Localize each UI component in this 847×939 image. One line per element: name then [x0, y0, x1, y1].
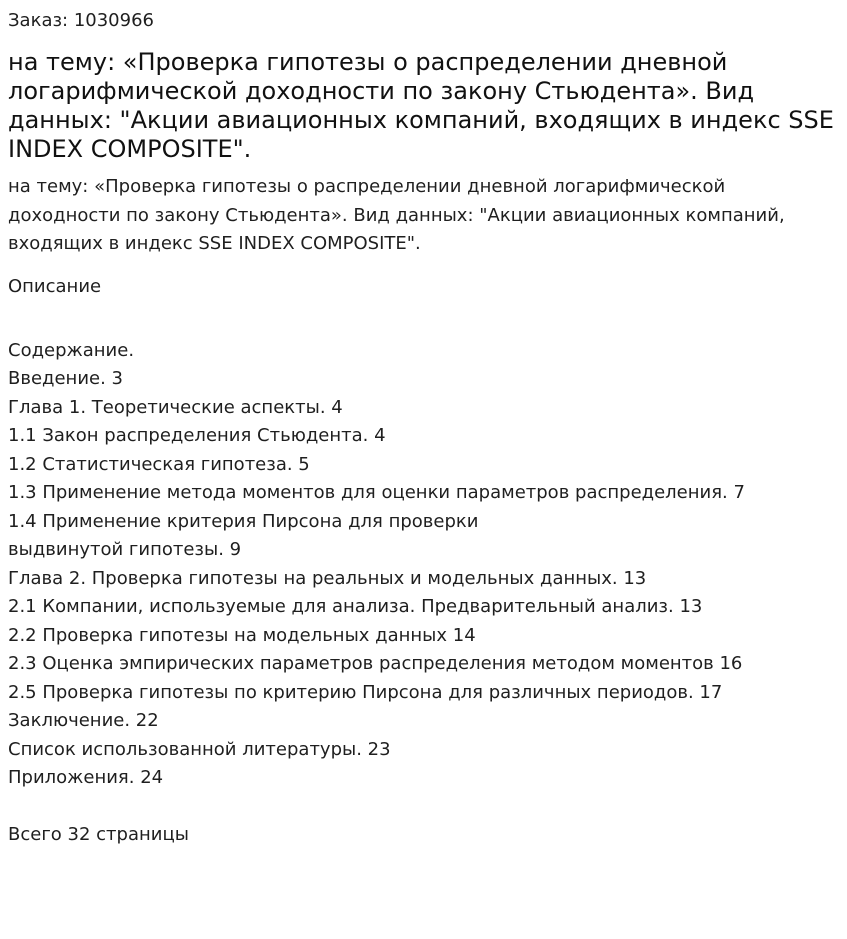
- toc-item-1-4-continued: выдвинутой гипотезы. 9: [8, 539, 242, 560]
- toc-item-conclusion: Заключение. 22: [8, 710, 159, 731]
- toc-item-references: Список использованной литературы. 23: [8, 738, 391, 760]
- table-of-contents: [8, 337, 839, 793]
- toc-item-2-1: 2.1 Компании, используемые для анализа. Предварительный анализ. 13: [8, 596, 703, 617]
- toc-item-1-3: 1.3 Применение метода моментов для оценки параметров распределения. 7: [8, 482, 745, 503]
- toc-item-1-4: 1.4 Применение критерия Пирсона для проверки: [8, 510, 479, 532]
- toc-item-chapter-2: Глава 2. Проверка гипотезы на реальных и модельных данных. 13: [8, 567, 647, 589]
- toc-item-2-2: 2.2 Проверка гипотезы на модельных данных 14: [8, 624, 476, 646]
- toc-item-introduction: Введение. 3: [8, 368, 123, 389]
- order-number: Заказ: 1030966: [8, 10, 154, 31]
- topic-subtitle: на тему: «Проверка гипотезы о распределении дневной логарифмической доходности по закону Стьюдента». Вид данных: "Акции авиационных компаний, входящих в индекс SSE INDEX COMPOSITE".: [8, 176, 785, 254]
- total-pages: Всего 32 страницы: [8, 824, 189, 845]
- toc-item-appendices: Приложения. 24: [8, 767, 164, 788]
- toc-item-2-5: 2.5 Проверка гипотезы по критерию Пирсона для различных периодов. 17: [8, 681, 723, 703]
- toc-item-chapter-1: Глава 1. Теоретические аспекты. 4: [8, 396, 343, 418]
- page-title: на тему: «Проверка гипотезы о распределении дневной логарифмической доходности по закону Стьюдента». Вид данных: "Акции авиационных компаний, входящих в индекс SSE INDEX COMPOSITE".: [8, 48, 834, 163]
- toc-item-2-3: 2.3 Оценка эмпирических параметров распределения методом моментов 16: [8, 653, 743, 674]
- toc-item-1-2: 1.2 Статистическая гипотеза. 5: [8, 453, 310, 475]
- toc-item-1-1: 1.1 Закон распределения Стьюдента. 4: [8, 425, 386, 446]
- description-heading: Описание: [8, 275, 102, 297]
- toc-heading: Содержание.: [8, 339, 135, 361]
